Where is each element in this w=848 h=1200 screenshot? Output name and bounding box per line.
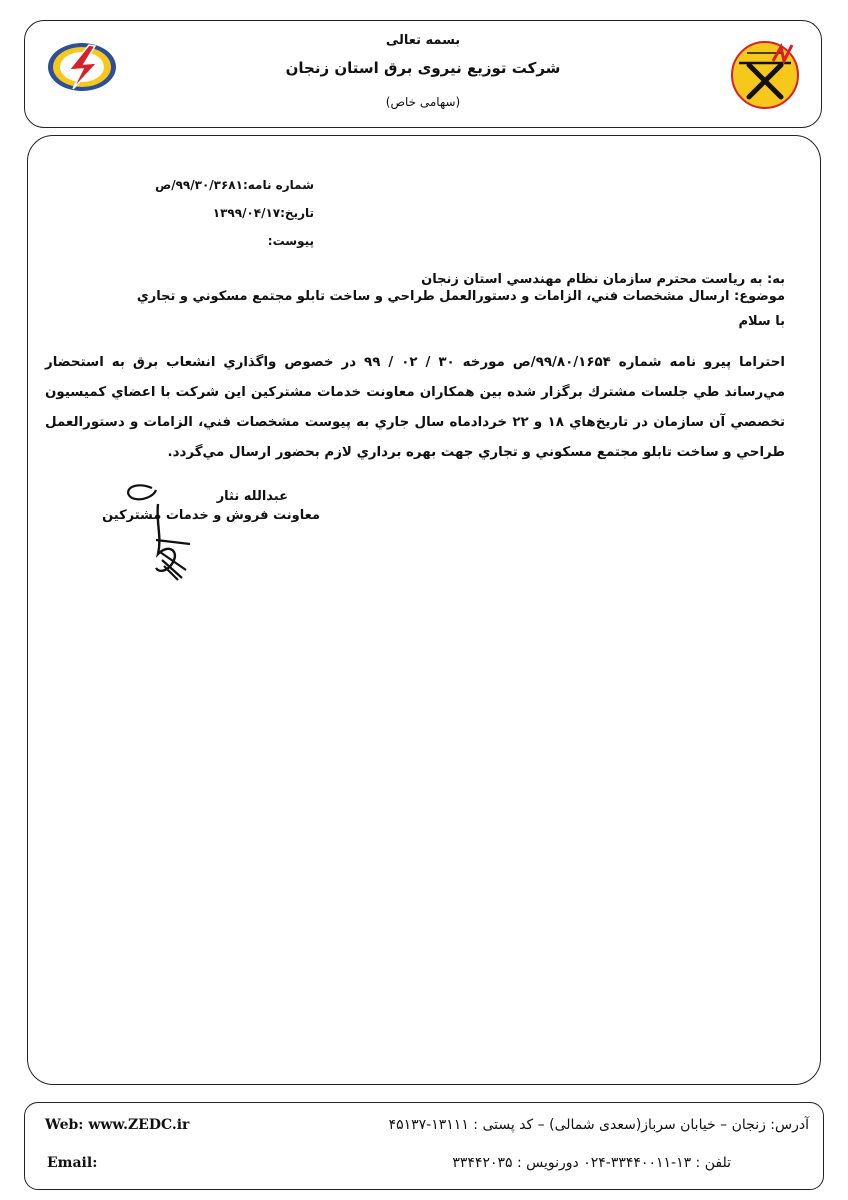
website-url[interactable]: Web: www.ZEDC.ir bbox=[45, 1117, 190, 1133]
email-label: Email: bbox=[47, 1155, 98, 1171]
address: آدرس: زنجان – خیابان سرباز(سعدی شمالی) – کد پستی : ۱۳۱۱۱-۴۵۱۳۷ bbox=[388, 1117, 809, 1133]
letter-body-text: احتراما پيرو نامه شماره ۹۹/۸۰/۱۶۵۴/ص مورخه ۳۰ / ۰۲ / ۹۹ در خصوص واگذاري انشعاب برق به استحضار مي‌رساند طي جلسات مشترك برگزار شده بين همكاران معاونت خدمات مشتركين اين شركت با اعضاي كميسيون تخصصي آن سازمان در تاريخ‌هاي ۱۸ و ۲۲ خردادماه سال جاري به پيوست مشخصات فني، الزامات و دستورالعمل طراحي و ساخت تابلو مجتمع مسكوني و تجاري جهت بهره برداري لازم بحضور ارسال مي‌گردد. bbox=[45, 355, 785, 460]
greeting: با سلام bbox=[738, 314, 785, 329]
basmala: بسمه تعالی bbox=[385, 33, 461, 48]
company-logo-right bbox=[729, 39, 801, 115]
signer-title: معاونت فروش و خدمات مشترکین bbox=[102, 508, 320, 523]
letter-date: تاریخ:۱۳۹۹/۰۴/۱۷ bbox=[212, 206, 314, 220]
letter-attachment: پیوست: bbox=[267, 234, 314, 248]
handwritten-signature bbox=[98, 474, 218, 588]
subject: موضوع: ارسال مشخصات فني، الزامات و دستورالعمل طراحي و ساخت تابلو مجتمع مسكوني و تجاري bbox=[136, 289, 785, 304]
company-type: (سهامی خاص) bbox=[385, 95, 461, 109]
letterhead bbox=[24, 20, 822, 128]
signer-name: عبدالله نثار bbox=[216, 489, 288, 504]
footer bbox=[24, 1102, 824, 1190]
company-name: شرکت توزیع نیروی برق استان زنجان bbox=[285, 59, 561, 77]
phone-fax: تلفن : ۱۳-۳۳۴۴۰۰۱۱-۰۲۴ دورنویس : ۳۳۴۴۲۰۳۵ bbox=[452, 1155, 731, 1171]
letter-number: شماره نامه:۹۹/۳۰/۳۶۸۱/ص bbox=[155, 178, 314, 192]
recipient: به: به رياست محترم سازمان نظام مهندسي استان زنجان bbox=[421, 272, 785, 287]
